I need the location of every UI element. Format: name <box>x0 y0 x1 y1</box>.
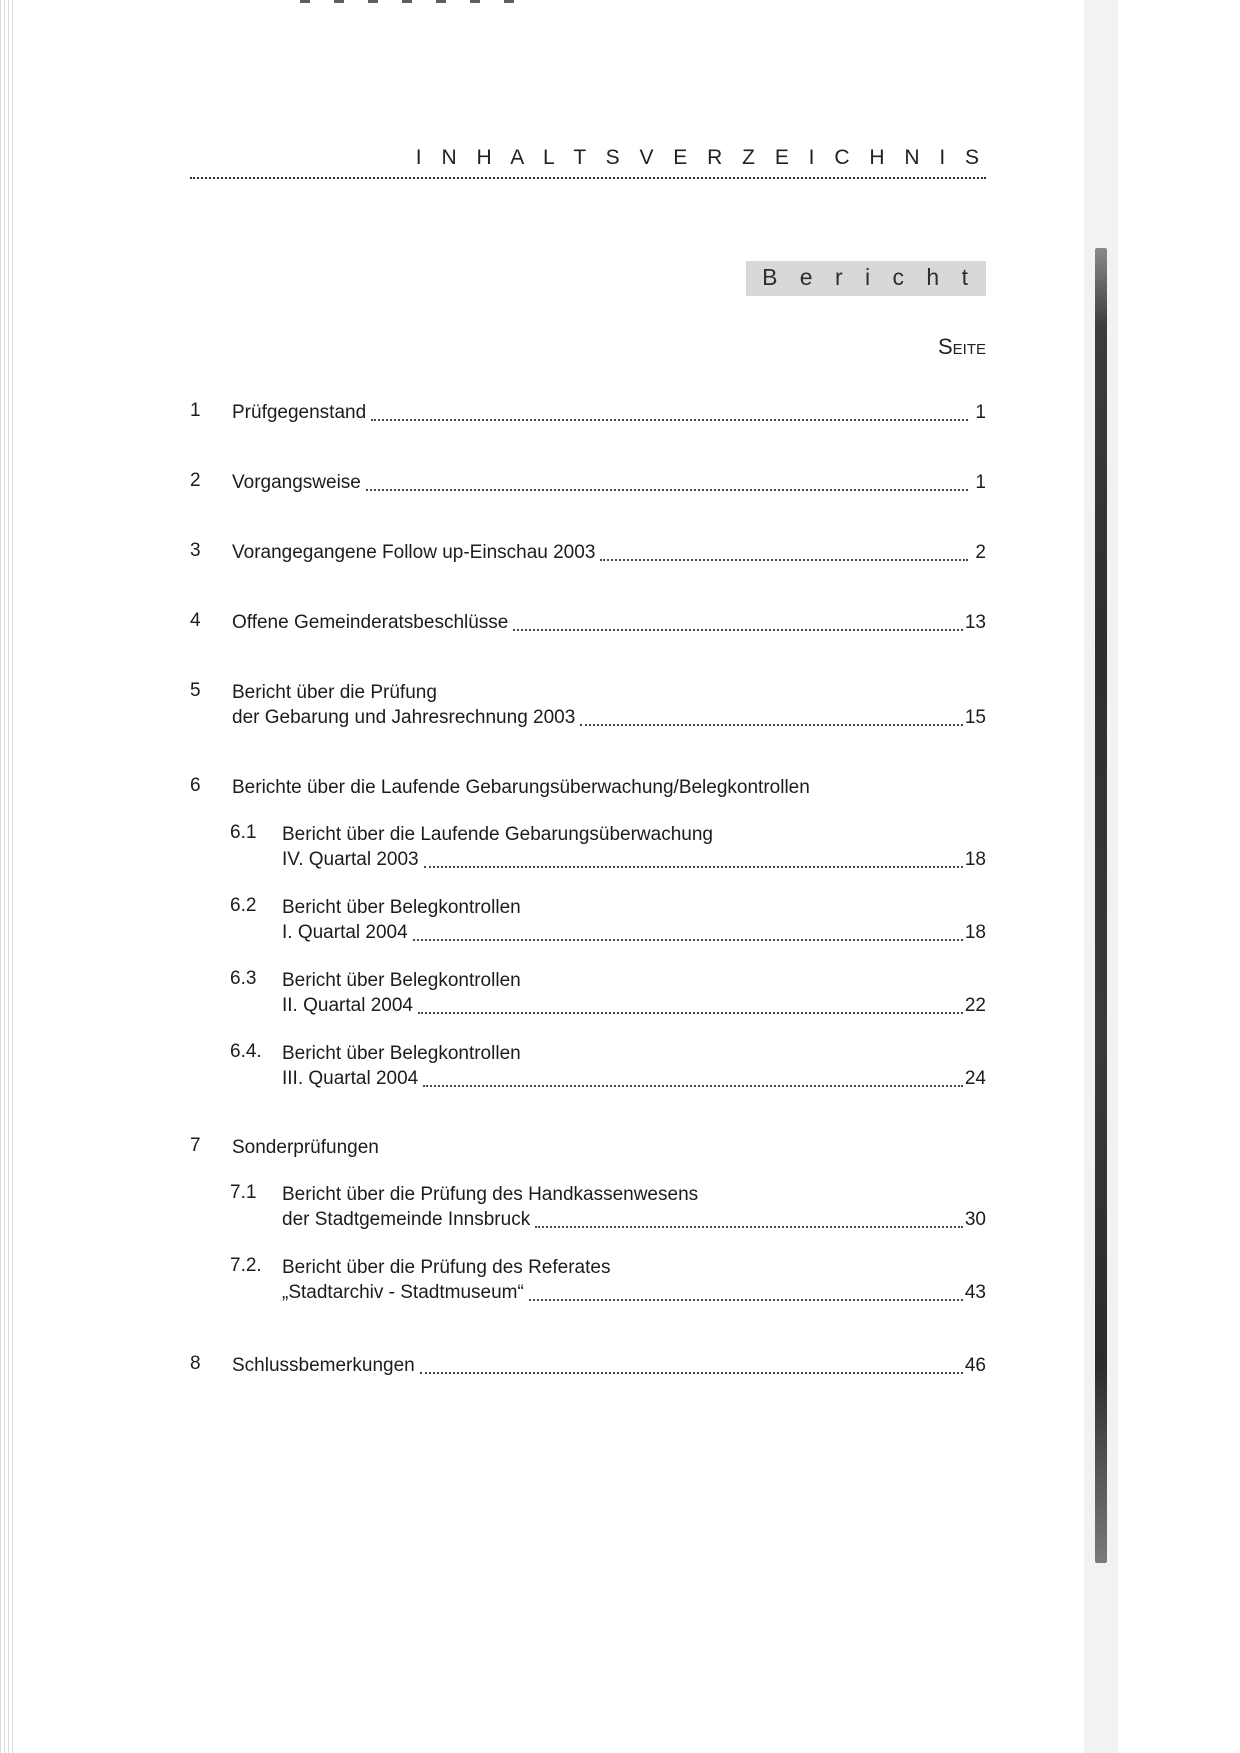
document-content <box>190 146 986 1423</box>
toc-subentry <box>230 1255 986 1305</box>
toc-entry-page: 13 <box>964 612 986 633</box>
toc-entry-title-line2: IV. Quartal 2003 <box>282 849 419 870</box>
dot-leader <box>600 559 968 561</box>
toc-entry-page: 18 <box>964 849 986 870</box>
toc-entry-title-line2: der Stadtgemeinde Innsbruck <box>282 1209 531 1230</box>
toc-subentry <box>230 895 986 945</box>
toc-entry <box>190 540 986 565</box>
toc-subentry <box>230 822 986 872</box>
toc-entry-number: 6.4. <box>230 1041 262 1062</box>
toc-entry-title: Prüfgegenstand <box>232 402 367 423</box>
toc-entry-number: 3 <box>190 540 201 561</box>
scan-artifact-left-edge <box>0 0 16 1753</box>
toc-entry-page: 1 <box>975 472 986 493</box>
toc-entry <box>190 610 986 635</box>
toc-entry-title: Sonderprüfungen <box>232 1137 379 1158</box>
page-title: I N H A L T S V E R Z E I C H N I S <box>415 146 986 169</box>
title-dotted-rule <box>190 177 986 179</box>
scan-artifact-top-marks <box>300 0 530 3</box>
toc-entry-title: Offene Gemeinderatsbeschlüsse <box>232 612 509 633</box>
toc-entry-number: 7.1 <box>230 1182 257 1203</box>
toc-entry-number: 8 <box>190 1353 201 1374</box>
toc-entry-number: 4 <box>190 610 201 631</box>
page-column-header: Seite <box>937 334 986 359</box>
toc-entry-title: Berichte über die Laufende Gebarungsüberwachung/Belegkontrollen <box>232 777 810 798</box>
toc-entry-number: 2 <box>190 470 201 491</box>
dot-leader <box>418 1012 963 1014</box>
toc-entry-page: 43 <box>964 1282 986 1303</box>
toc-entry-title: Vorangegangene Follow up-Einschau 2003 <box>232 542 596 563</box>
toc-subentry <box>230 968 986 1018</box>
dot-leader <box>529 1299 963 1301</box>
dot-leader <box>423 1085 963 1087</box>
dot-leader <box>535 1226 963 1228</box>
toc-entry <box>190 400 986 425</box>
toc-entry <box>190 470 986 495</box>
toc-section-header <box>190 1135 986 1160</box>
toc-entry-title: Vorgangsweise <box>232 472 361 493</box>
toc-entry-number: 6.2 <box>230 895 257 916</box>
toc-entry-title: Bericht über die Prüfung <box>232 682 437 703</box>
toc-entry-page: 18 <box>964 922 986 943</box>
dot-leader <box>413 939 963 941</box>
toc-entry-title: Bericht über die Laufende Gebarungsüberwachung <box>282 824 713 845</box>
toc-entry-title: Bericht über die Prüfung des Referates <box>282 1257 611 1278</box>
toc-entry-title: Bericht über die Prüfung des Handkassenwesens <box>282 1184 699 1205</box>
toc-entry-number: 6 <box>190 775 201 796</box>
toc-entry <box>190 1353 986 1378</box>
table-of-contents <box>190 400 986 1378</box>
toc-entry-number: 1 <box>190 400 201 421</box>
toc-entry-page: 46 <box>964 1355 986 1376</box>
toc-entry-page: 22 <box>964 995 986 1016</box>
toc-entry-page: 1 <box>975 402 986 423</box>
toc-entry-number: 7.2. <box>230 1255 262 1276</box>
toc-entry <box>190 680 986 730</box>
toc-entry-page: 30 <box>964 1209 986 1230</box>
dot-leader <box>580 724 963 726</box>
toc-entry-title-line2: II. Quartal 2004 <box>282 995 413 1016</box>
toc-entry-title: Bericht über Belegkontrollen <box>282 897 521 918</box>
toc-subentry <box>230 1182 986 1232</box>
dot-leader <box>424 866 963 868</box>
toc-entry-title: Bericht über Belegkontrollen <box>282 1043 521 1064</box>
toc-entry-title: Schlussbemerkungen <box>232 1355 415 1376</box>
bericht-badge: B e r i c h t <box>746 261 986 296</box>
toc-entry-number: 5 <box>190 680 201 701</box>
toc-entry-title-line2: „Stadtarchiv - Stadtmuseum“ <box>282 1282 524 1303</box>
toc-entry-number: 6.3 <box>230 968 257 989</box>
toc-entry-page: 15 <box>964 707 986 728</box>
toc-subentry <box>230 1041 986 1091</box>
badge-row <box>190 261 986 296</box>
toc-section-header <box>190 775 986 800</box>
toc-entry-title: Bericht über Belegkontrollen <box>282 970 521 991</box>
toc-entry-number: 7 <box>190 1135 201 1156</box>
toc-entry-page: 2 <box>975 542 986 563</box>
toc-entry-title-line2: der Gebarung und Jahresrechnung 2003 <box>232 707 576 728</box>
dot-leader <box>420 1372 963 1374</box>
dot-leader <box>366 489 968 491</box>
dot-leader <box>371 419 968 421</box>
dot-leader <box>513 629 962 631</box>
toc-entry-title-line2: III. Quartal 2004 <box>282 1068 419 1089</box>
scan-artifact-right-bar <box>1095 248 1107 1563</box>
toc-entry-title-line2: I. Quartal 2004 <box>282 922 408 943</box>
toc-entry-number: 6.1 <box>230 822 257 843</box>
toc-entry-page: 24 <box>964 1068 986 1089</box>
